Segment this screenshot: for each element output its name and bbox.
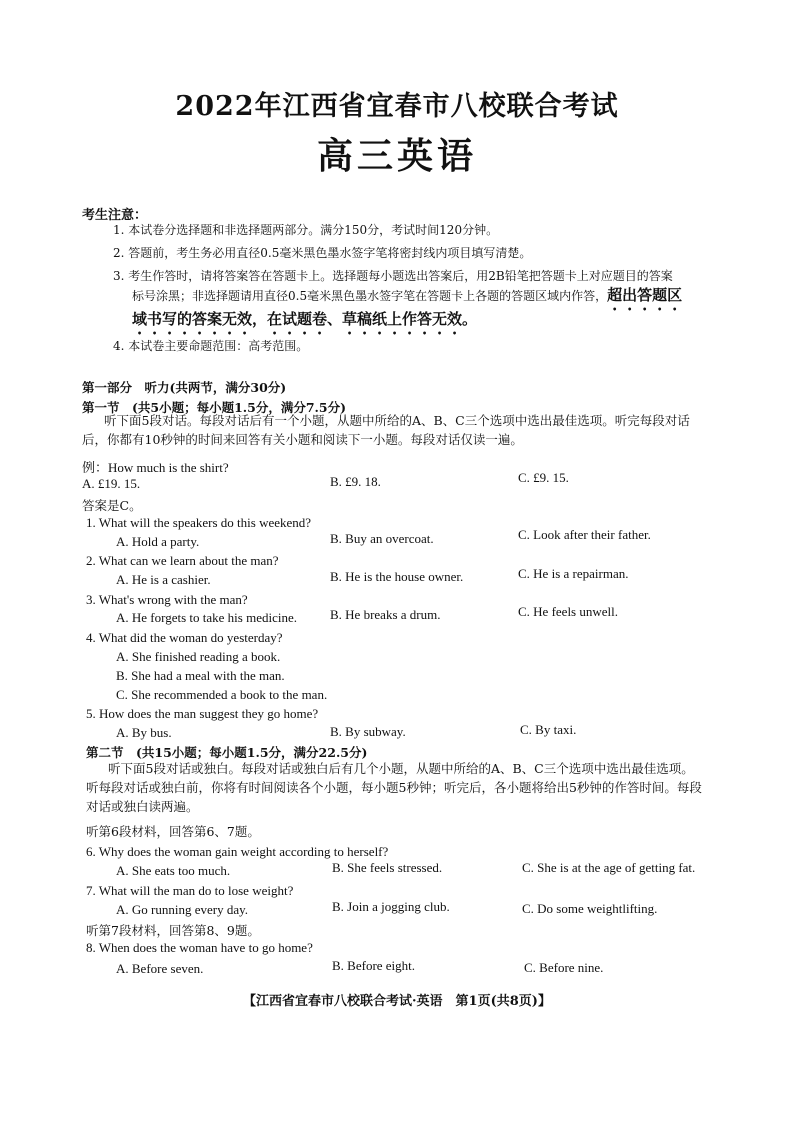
section2-instruction-3: 对话或独白读两遍。: [86, 799, 199, 814]
notice-item-4: 4. 本试卷主要命题范围：高考范围。: [113, 339, 309, 353]
notice-item-3: 3. 考生作答时，请将答案答在答题卡上。选择题每小题选出答案后，用2B铅笔把答题卡上对应题目的答案: [113, 269, 673, 283]
section1-instruction-1: 听下面5段对话。每段对话后有一个小题，从题中所给的A、B、C三个选项中选出最佳选项。听完每段对话: [104, 413, 690, 428]
notice-emphasis-2: 域书写的答案无效: [132, 310, 253, 328]
notice-item-3-line3: [132, 310, 762, 338]
question-6-option-a: A. She eats too much.: [116, 863, 231, 878]
question-7-option-b: B. Join a jogging club.: [332, 899, 450, 914]
example-answer: 答案是C。: [82, 498, 142, 513]
question-3-option-c: C. He feels unwell.: [518, 604, 619, 619]
question-1-option-c: C. Look after their father.: [518, 527, 651, 542]
notice-item-3-text: 标号涂黑；非选择题请用直径0.5毫米黑色墨水签字笔在答题卡上各题的答题区域内作答，: [132, 289, 608, 303]
question-7-option-c: C. Do some weightlifting.: [522, 901, 658, 916]
notice-item-1: 1. 本试卷分选择题和非选择题两部分。满分150分，考试时间120分钟。: [113, 223, 499, 237]
question-3: 3. What's wrong with the man?: [86, 592, 248, 607]
question-4-option-c: C. She recommended a book to the man.: [116, 687, 328, 702]
example-option-c: C. £9. 15.: [518, 470, 569, 485]
notice-emphasis-1: 超出答题区: [607, 286, 683, 304]
question-8-option-b: B. Before eight.: [332, 958, 416, 973]
question-6: 6. Why does the woman gain weight according to herself?: [86, 844, 389, 859]
question-5-option-a: A. By bus.: [116, 725, 172, 740]
question-7-option-a: A. Go running every day.: [116, 902, 249, 917]
question-8: 8. When does the woman have to go home?: [86, 940, 313, 955]
question-1-option-b: B. Buy an overcoat.: [330, 531, 434, 546]
notice-period: 。: [462, 310, 478, 328]
question-2-option-a: A. He is a cashier.: [116, 572, 211, 587]
exam-subject: 高三英语: [316, 135, 477, 177]
question-5: 5. How does the man suggest they go home?: [86, 706, 319, 721]
notice-item-2: 2. 答题前，考生务必用直径0.5毫米黑色墨水签字笔将密封线内项目填写清楚。: [113, 246, 532, 260]
question-2-option-b: B. He is the house owner.: [330, 569, 464, 584]
notice-emphasis-3: 在试题卷、草稿纸上作答无效: [267, 310, 463, 328]
question-3-option-a: A. He forgets to take his medicine.: [116, 610, 297, 625]
section2-heading: 第二节 (共15小题；每小题1.5分，满分22.5分): [86, 745, 368, 760]
question-6-option-c: C. She is at the age of getting fat.: [522, 860, 696, 875]
section2-instruction-2: 听每段对话或独白前，你将有时间阅读各个小题，每小题5秒钟；听完后，各小题将给出5秒钟的作答时间。每段: [86, 780, 702, 795]
question-3-option-b: B. He breaks a drum.: [330, 607, 441, 622]
question-8-option-c: C. Before nine.: [524, 960, 604, 975]
page-footer: 【江西省宜春市八校联合考试·英语 第1页(共8页)】: [243, 994, 551, 1009]
material-7-heading: 听第7段材料，回答第8、9题。: [86, 923, 260, 938]
question-2: 2. What can we learn about the man?: [86, 553, 279, 568]
question-4: 4. What did the woman do yesterday?: [86, 630, 283, 645]
question-1: 1. What will the speakers do this weekend?: [86, 515, 312, 530]
example-option-b: B. £9. 18.: [330, 474, 381, 489]
question-6-option-b: B. She feels stressed.: [332, 860, 443, 875]
notice-comma: ，: [252, 310, 268, 328]
section1-instruction-2: 后，你都有10秒钟的时间来回答有关小题和阅读下一小题。每段对话仅读一遍。: [82, 432, 523, 447]
notice-heading: 考生注意：: [82, 208, 148, 223]
question-5-option-c: C. By taxi.: [520, 722, 577, 737]
question-5-option-b: B. By subway.: [330, 724, 406, 739]
part1-heading: 第一部分 听力(共两节，满分30分): [82, 380, 287, 395]
question-7: 7. What will the man do to lose weight?: [86, 883, 294, 898]
example-option-a: A. £19. 15.: [82, 476, 141, 491]
section2-instruction-1: 听下面5段对话或独白。每段对话或独白后有几个小题，从题中所给的A、B、C三个选项中选出最佳选项。: [108, 761, 694, 776]
section1-heading: 第一节 (共5小题；每小题1.5分，满分7.5分): [82, 400, 347, 415]
question-1-option-a: A. Hold a party.: [116, 534, 200, 549]
question-8-option-a: A. Before seven.: [116, 961, 204, 976]
example-question: 例：How much is the shirt?: [82, 460, 229, 475]
material-6-heading: 听第6段材料，回答第6、7题。: [86, 824, 260, 839]
exam-title: 2022年江西省宜春市八校联合考试: [175, 91, 619, 122]
question-2-option-c: C. He is a repairman.: [518, 566, 629, 581]
question-4-option-a: A. She finished reading a book.: [116, 649, 281, 664]
question-4-option-b: B. She had a meal with the man.: [116, 668, 285, 683]
